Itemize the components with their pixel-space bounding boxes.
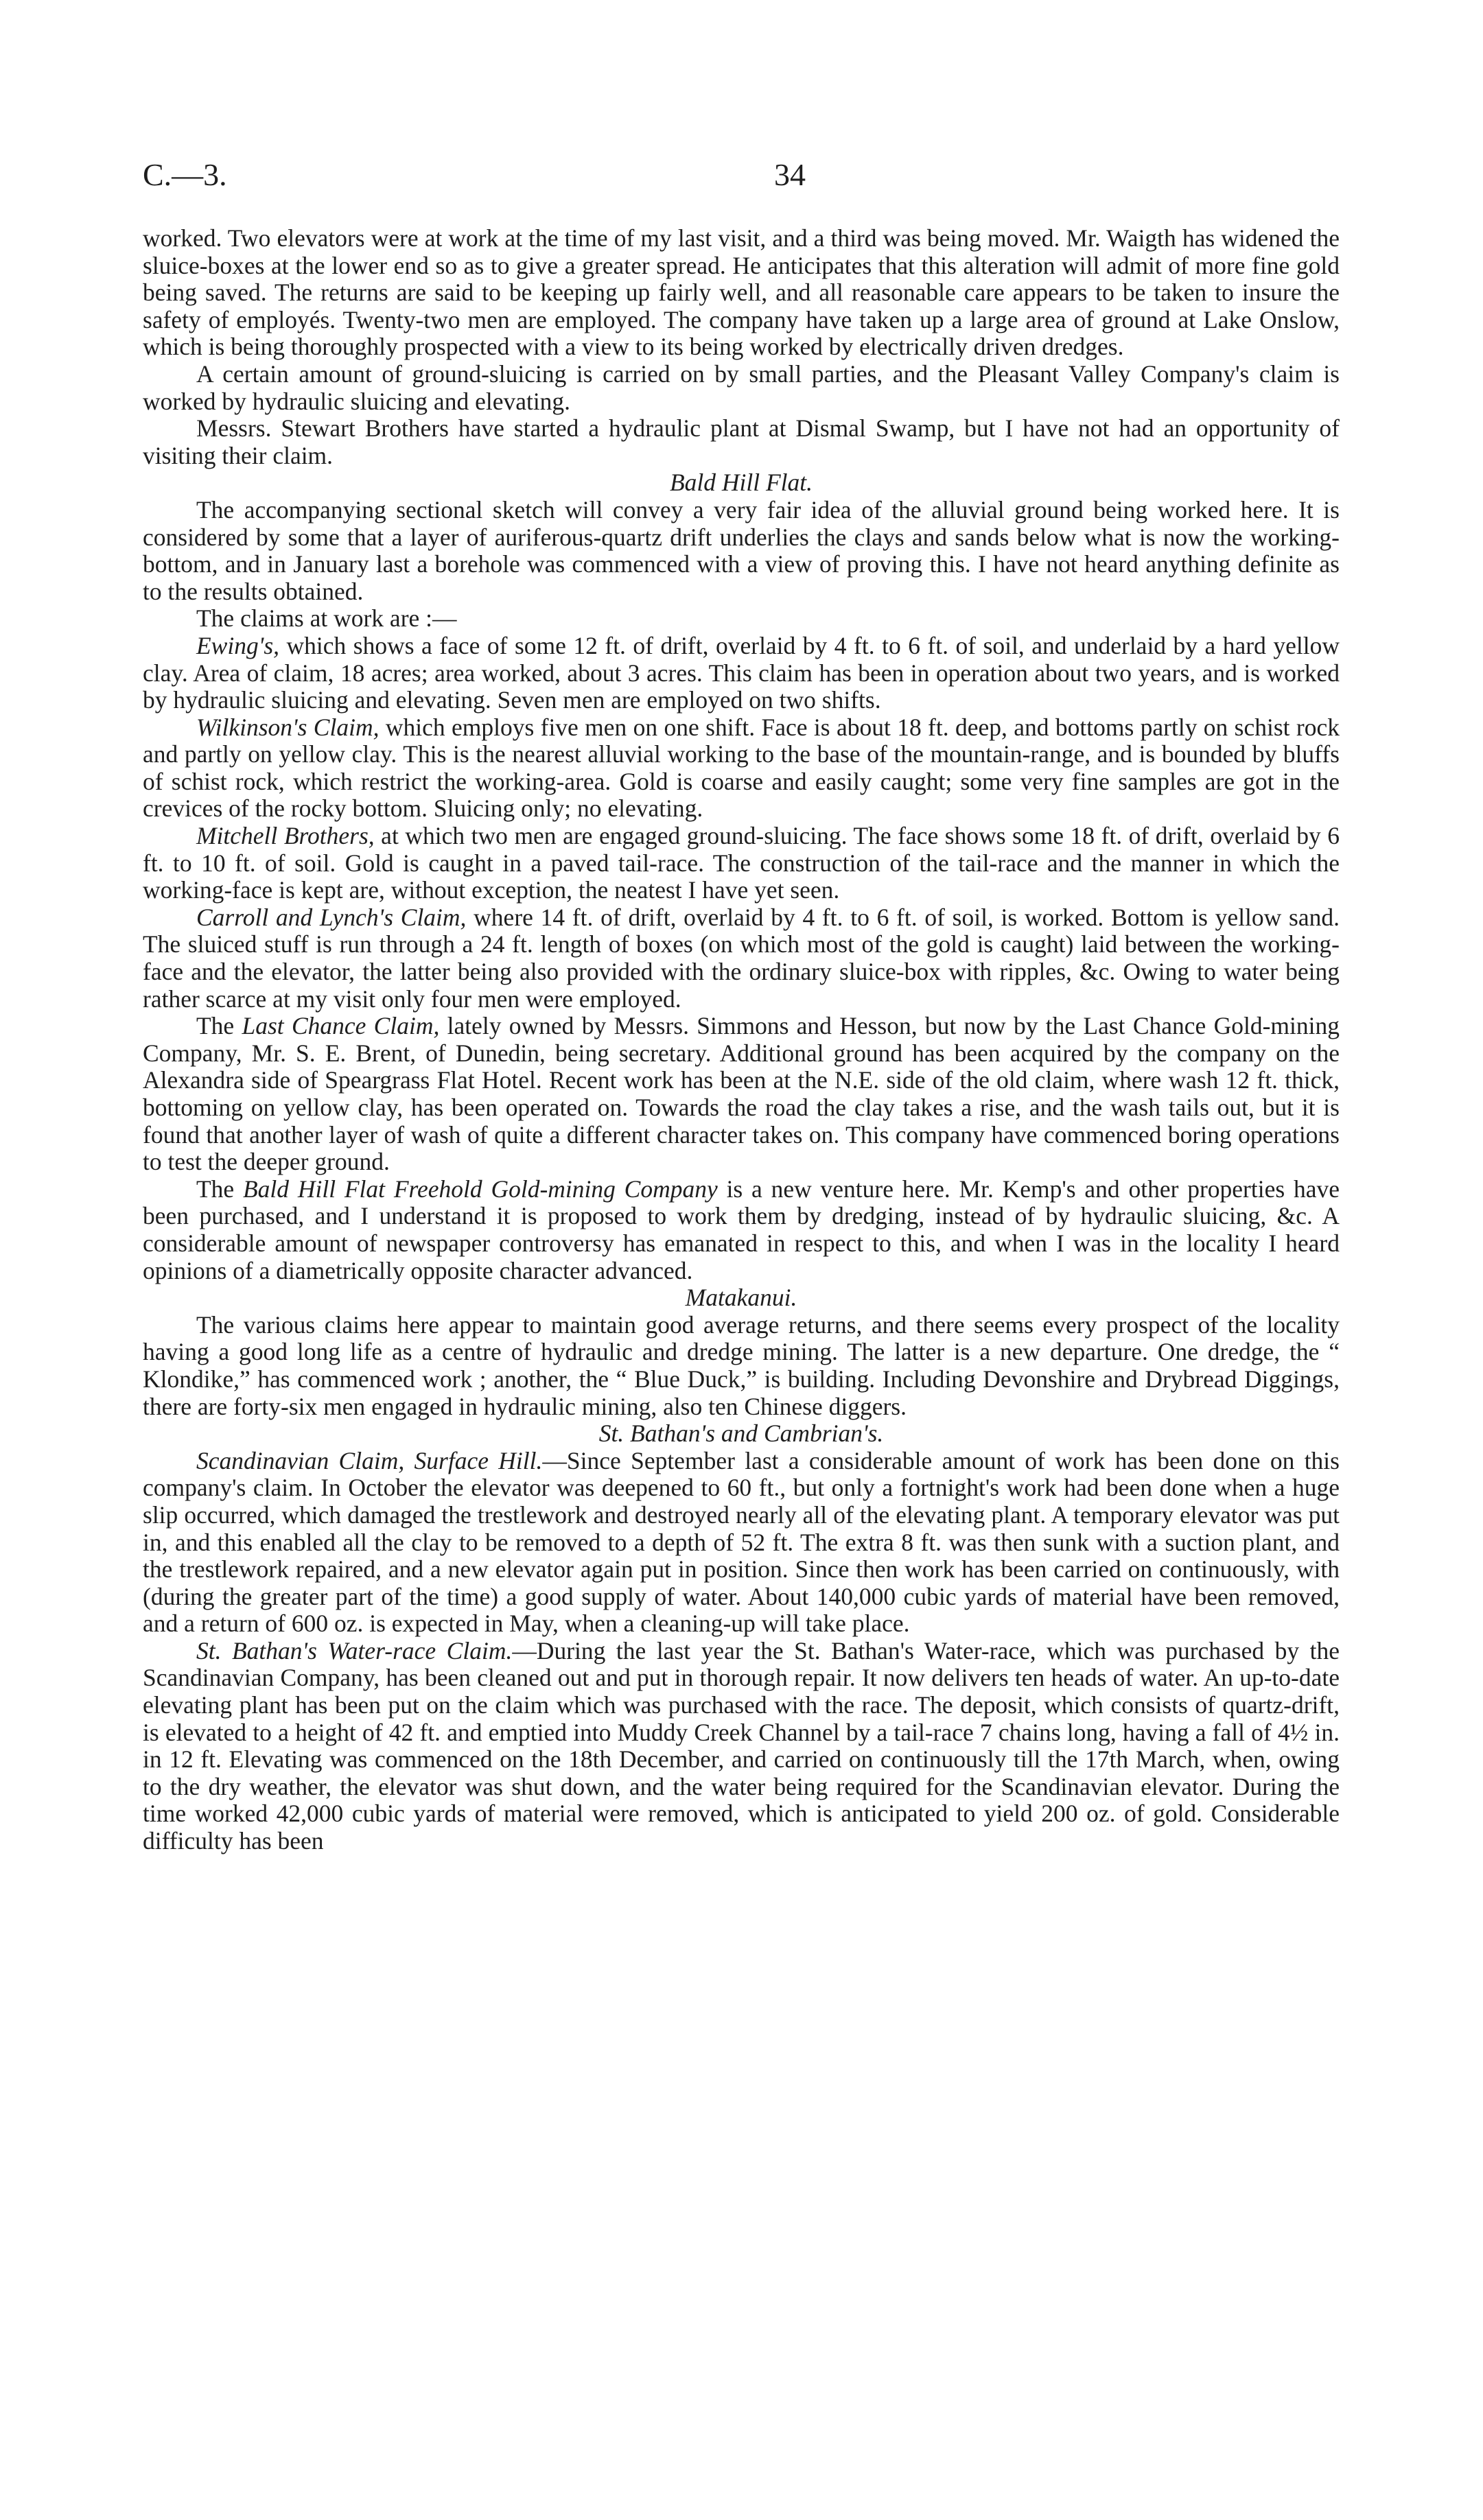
paragraph-text: A certain amount of ground-sluicing is carried on by small parties, and the Pleasant Valley Company's claim is worked by hydraulic sluicing and elevating. [143,360,1340,415]
paragraph-text: —Since September last a considerable amount of work has been done on this company's claim. In October the elevator was deepened to 60 ft., but only a fortnight's work had been done when a huge slip occurred, which damaged the trestlework and destroyed nearly all of the elevating plant. A temporary elevator was put in, and this enabled all the clay to be removed to a depth of 52 ft. The extra 8 ft. was then sunk with a suction plant, and the trestlework repaired, and a new elevator again put in position. Since then work has been carried on continuously, with (during the greater part of the time) a good supply of water. About 140,000 cubic yards of material have been removed, and a return of 600 oz. is expected in May, when a cleaning-up will take place. [143,1446,1340,1638]
claim-name: Scandinavian Claim, Surface Hill. [196,1446,543,1474]
paragraph [143,605,1340,633]
claim-paragraph [143,904,1340,1013]
paragraph-text: which employs five men on one shift. Face is about 18 ft. deep, and bottoms partly on schist rock and partly on yellow clay. This is the nearest alluvial working to the base of the mountain-range, and is bounded by bluffs of schist rock, which restrict the working-area. Gold is coarse and easily caught; some very fine samples are got in the crevices of the rocky bottom. Sluicing only; no elevating. [143,713,1340,823]
section-heading: St. Bathan's and Cambrian's. [598,1420,884,1448]
paragraph-text: Messrs. Stewart Brothers have started a hydraulic plant at Dismal Swamp, but I have not had an opportunity of visiting their claim. [143,414,1340,469]
paragraph-text: at which two men are engaged ground-sluicing. The face shows some 18 ft. of drift, overlaid by 6 ft. to 10 ft. of soil. Gold is caught in a paved tail-race. The construction of the tail-race and the manner in which the working-face is kept are, without exception, the neatest I have yet seen. [143,822,1340,904]
paragraph [143,415,1340,469]
paragraph-prefix: The [196,1012,242,1040]
paragraph-text: which shows a face of some 12 ft. of drift, overlaid by 4 ft. to 6 ft. of soil, and underlaid by a hard yellow clay. Area of claim, 18 acres; area worked, about 3 acres. This claim has been in operation about two years, and is worked by hydraulic sluicing and elevating. Seven men are employed on two shifts. [143,631,1340,714]
claim-name: St. Bathan's Water-race Claim. [196,1636,513,1664]
claim-paragraph [143,1013,1340,1176]
document-body [143,225,1340,1855]
section-heading: Bald Hill Flat. [669,469,813,497]
claim-paragraph [143,1638,1340,1855]
page-header [143,156,1340,198]
paragraph-text: worked. Two elevators were at work at the time of my last visit, and a third was being moved. Mr. Waigth has widened the sluice-boxes at the lower end so as to give a greater spread. He anticipates that this alteration will admit of more fine gold being saved. The returns are said to be keeping up fairly well, and all reasonable care appears to be taken to insure the safety of employés. Twenty-two men are employed. The company have taken up a large area of ground at Lake Onslow, which is being thoroughly prospected with a view to its being worked by electrically driven dredges. [143,224,1340,361]
paragraph-text: The claims at work are :— [196,604,457,633]
claim-paragraph [143,1448,1340,1638]
claim-name: Bald Hill Flat Freehold Gold-mining Company [243,1175,718,1203]
document-reference: C.—3. [143,157,227,192]
claim-name: Last Chance Claim, [242,1012,440,1040]
paragraph-text: The accompanying sectional sketch will convey a very fair idea of the alluvial ground being worked here. It is considered by some that a layer of auriferous-quartz drift underlies the clays and sands below what is now the working-bottom, and in January last a borehole was commenced with a view of proving this. I have not heard anything definite as to the results obtained. [143,495,1340,605]
paragraph [143,1312,1340,1420]
claim-name: Ewing's, [196,631,280,659]
paragraph-text: is a new venture here. Mr. Kemp's and other properties have been purchased, and I understand it is proposed to work them by dredging, instead of by hydraulic sluicing, &c. A considerable amount of newspaper controversy has emanated in respect to this, and when I was in the locality I heard opinions of a diametrically opposite character advanced. [143,1175,1340,1284]
page-number: 34 [774,157,806,192]
paragraph-text: lately owned by Messrs. Simmons and Hesson, but now by the Last Chance Gold-mining Company, Mr. S. E. Brent, of Dunedin, being secretary. Additional ground has been acquired by the company on the Alexandra side of Speargrass Flat Hotel. Recent work has been at the N.E. side of the old claim, where wash 12 ft. thick, bottoming on yellow clay, has been operated on. Towards the road the clay takes a rise, and the wash tails out, but it is found that another layer of wash of quite a different character takes on. This company have commenced boring operations to test the deeper ground. [143,1012,1340,1176]
claim-name: Wilkinson's Claim, [196,713,379,741]
paragraph [143,361,1340,415]
claim-name: Carroll and Lynch's Claim, [196,903,467,931]
claim-paragraph [143,1176,1340,1284]
paragraph-text: where 14 ft. of drift, overlaid by 4 ft. to 6 ft. of soil, is worked. Bottom is yellow sand. The sluiced stuff is run through a 24 ft. length of boxes (on which most of the gold is caught) laid between the working-face and the elevator, the latter being also provided with the ordinary sluice-box with ripples, &c. Owing to water being rather scarce at my visit only four men were employed. [143,903,1340,1013]
paragraph [143,225,1340,361]
claim-paragraph [143,714,1340,823]
paragraph-prefix: The [196,1175,243,1203]
paragraph-text: The various claims here appear to maintain good average returns, and there seems every prospect of the locality having a good long life as a centre of hydraulic and dredge mining. The latter is a new departure. One dredge, the “ Klondike,” has commenced work ; another, the “ Blue Duck,” is building. Including Devonshire and Drybread Diggings, there are forty-six men engaged in hydraulic mining, also ten Chinese diggers. [143,1310,1340,1420]
section-heading: Matakanui. [685,1284,797,1312]
claim-paragraph [143,823,1340,904]
claim-paragraph [143,633,1340,714]
claim-name: Mitchell Brothers, [196,822,375,850]
paragraph [143,497,1340,605]
paragraph-text: —During the last year the St. Bathan's Water-race, which was purchased by the Scandinavian Company, has been cleaned out and put in thorough repair. It now delivers ten heads of water. An up-to-date elevating plant has been put on the claim which was purchased with the race. The deposit, which consists of quartz-drift, is elevated to a height of 42 ft. and emptied into Muddy Creek Channel by a tail-race 7 chains long, having a fall of 4½ in. in 12 ft. Elevating was commenced on the 18th December, and carried on continuously till the 17th March, when, owing to the dry weather, the elevator was shut down, and the water being required for the Scandinavian elevator. During the time worked 42,000 cubic yards of material were removed, which is anticipated to yield 200 oz. of gold. Considerable difficulty has been [143,1636,1340,1855]
